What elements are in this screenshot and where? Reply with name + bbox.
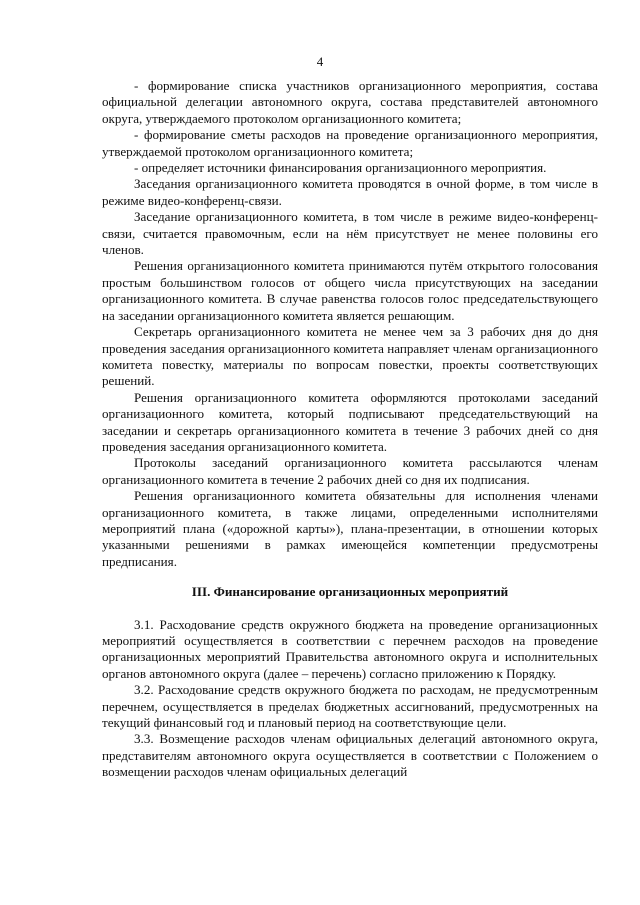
paragraph: Секретарь организационного комитета не менее чем за 3 рабочих дня до дня проведения заседания организационного комитета направляет членам организационного комитета повестку, материалы по вопросам повестки, проекты соответствующих решений. (102, 324, 598, 389)
paragraph: Решения организационного комитета оформляются протоколами заседаний организационного комитета, который подписывают председательствующий на заседании и секретарь организационного комитета в течение 3 рабочих дней со дня проведения заседания организационного комитета. (102, 389, 598, 454)
paragraph: - формирование списка участников организационного мероприятия, состава официальной делегации автономного округа, состава представителей автономного округа, утверждаемого протоколом организационного комитета; (102, 78, 598, 126)
paragraph: - формирование сметы расходов на проведение организационного мероприятия, утверждаемой протоколом организационного комитета; (102, 127, 598, 159)
section-heading: III. Финансирование организационных мероприятий (191, 584, 509, 600)
paragraph: Протоколы заседаний организационного комитета рассылаются членам организационного комитета в течение 2 рабочих дней со дня их подписания. (102, 455, 598, 487)
paragraph: Решения организационного комитета обязательны для исполнения членами организационного комитета, в также лицами, определенными исполнителями мероприятий плана («дорожной карты»), плана-презентации, в отношении которых указанными решениями в рамках имеющейся компетенции предусмотрены предписания. (102, 488, 598, 569)
paragraph: Заседания организационного комитета проводятся в очной форме, в том числе в режиме видео-конференц-связи. (102, 176, 598, 208)
paragraph: 3.2. Расходование средств окружного бюджета по расходам, не предусмотренным перечнем, осуществляется в пределах бюджетных ассигнований, предусмотренных на текущий финансовый год и плановый период на соответствующие цели. (102, 682, 598, 731)
paragraph: 3.1. Расходование средств окружного бюджета на проведение организационных мероприятий осуществляется в соответствии с перечнем расходов на проведение организационных мероприятий Правительства автономного округа и исполнительных органов автономного округа (далее – перечень) согласно приложению к Порядку. (102, 616, 598, 681)
paragraph: Заседание организационного комитета, в том числе в режиме видео-конференц-связи, считается правомочным, если на нём присутствует не менее половины его членов. (102, 209, 598, 258)
document-body (102, 78, 598, 781)
page-number: 4 (316, 54, 324, 69)
paragraph: 3.3. Возмещение расходов членам официальных делегаций автономного округа, представителям автономного округа осуществляется в соответствии с Положением о возмещении расходов членам официальных делегаций (102, 731, 598, 780)
paragraph: - определяет источники финансирования организационного мероприятия. (134, 160, 547, 176)
paragraph: Решения организационного комитета принимаются путём открытого голосования простым большинством голосов от общего числа присутствующих на заседании организационного комитета. В случае равенства голосов голос председательствующего на заседании организационного комитета является решающим. (102, 258, 598, 323)
